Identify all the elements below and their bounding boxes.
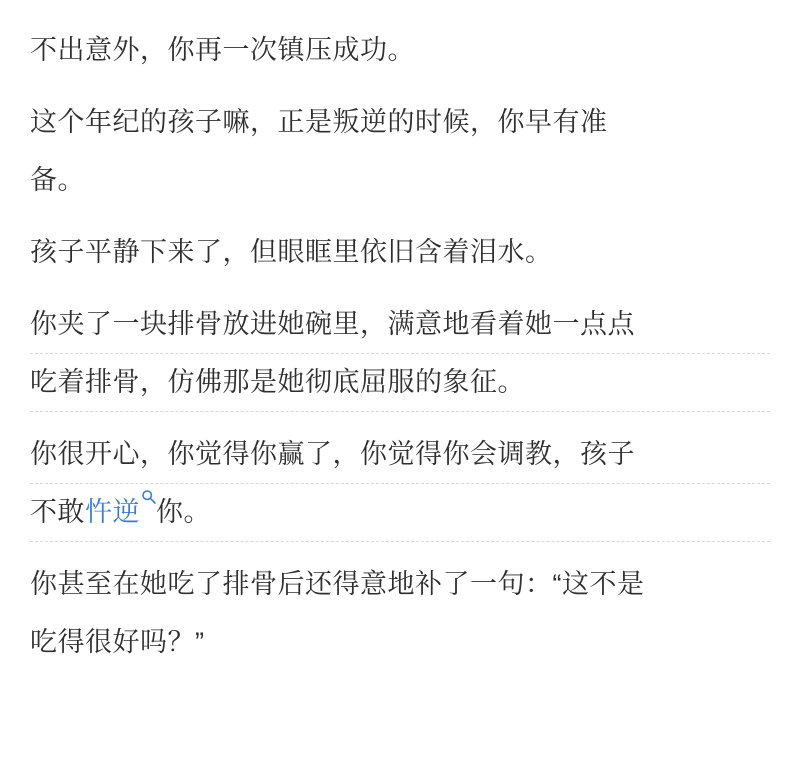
paragraph-1 xyxy=(30,22,770,80)
text-line: 吃着排骨，仿佛那是她彻底屈服的象征。 xyxy=(30,354,770,412)
paragraph-3 xyxy=(30,224,770,282)
text-line: 吃得很好吗？” xyxy=(30,627,205,657)
paragraph-5 xyxy=(30,426,770,542)
text-line: 孩子平静下来了，但眼眶里依旧含着泪水。 xyxy=(30,237,553,267)
highlighted-term[interactable]: 忤逆 xyxy=(85,497,140,527)
paragraph-2 xyxy=(30,94,770,210)
text-line: 不出意外，你再一次镇压成功。 xyxy=(30,35,415,65)
text-line: 这个年纪的孩子嘛，正是叛逆的时候，你早有准 xyxy=(30,107,608,137)
paragraph-6 xyxy=(30,556,770,672)
text-line: 你甚至在她吃了排骨后还得意地补了一句：“这不是 xyxy=(30,569,645,599)
line-prefix: 不敢 xyxy=(30,497,85,527)
paragraph-4 xyxy=(30,296,770,412)
text-line: 你夹了一块排骨放进她碗里，满意地看着她一点点 xyxy=(30,296,770,354)
text-line: 备。 xyxy=(30,165,85,195)
text-line-with-highlight xyxy=(30,484,770,542)
text-line: 你很开心，你觉得你赢了，你觉得你会调教，孩子 xyxy=(30,426,770,484)
search-icon[interactable] xyxy=(141,489,157,505)
line-suffix: 你。 xyxy=(156,497,211,527)
